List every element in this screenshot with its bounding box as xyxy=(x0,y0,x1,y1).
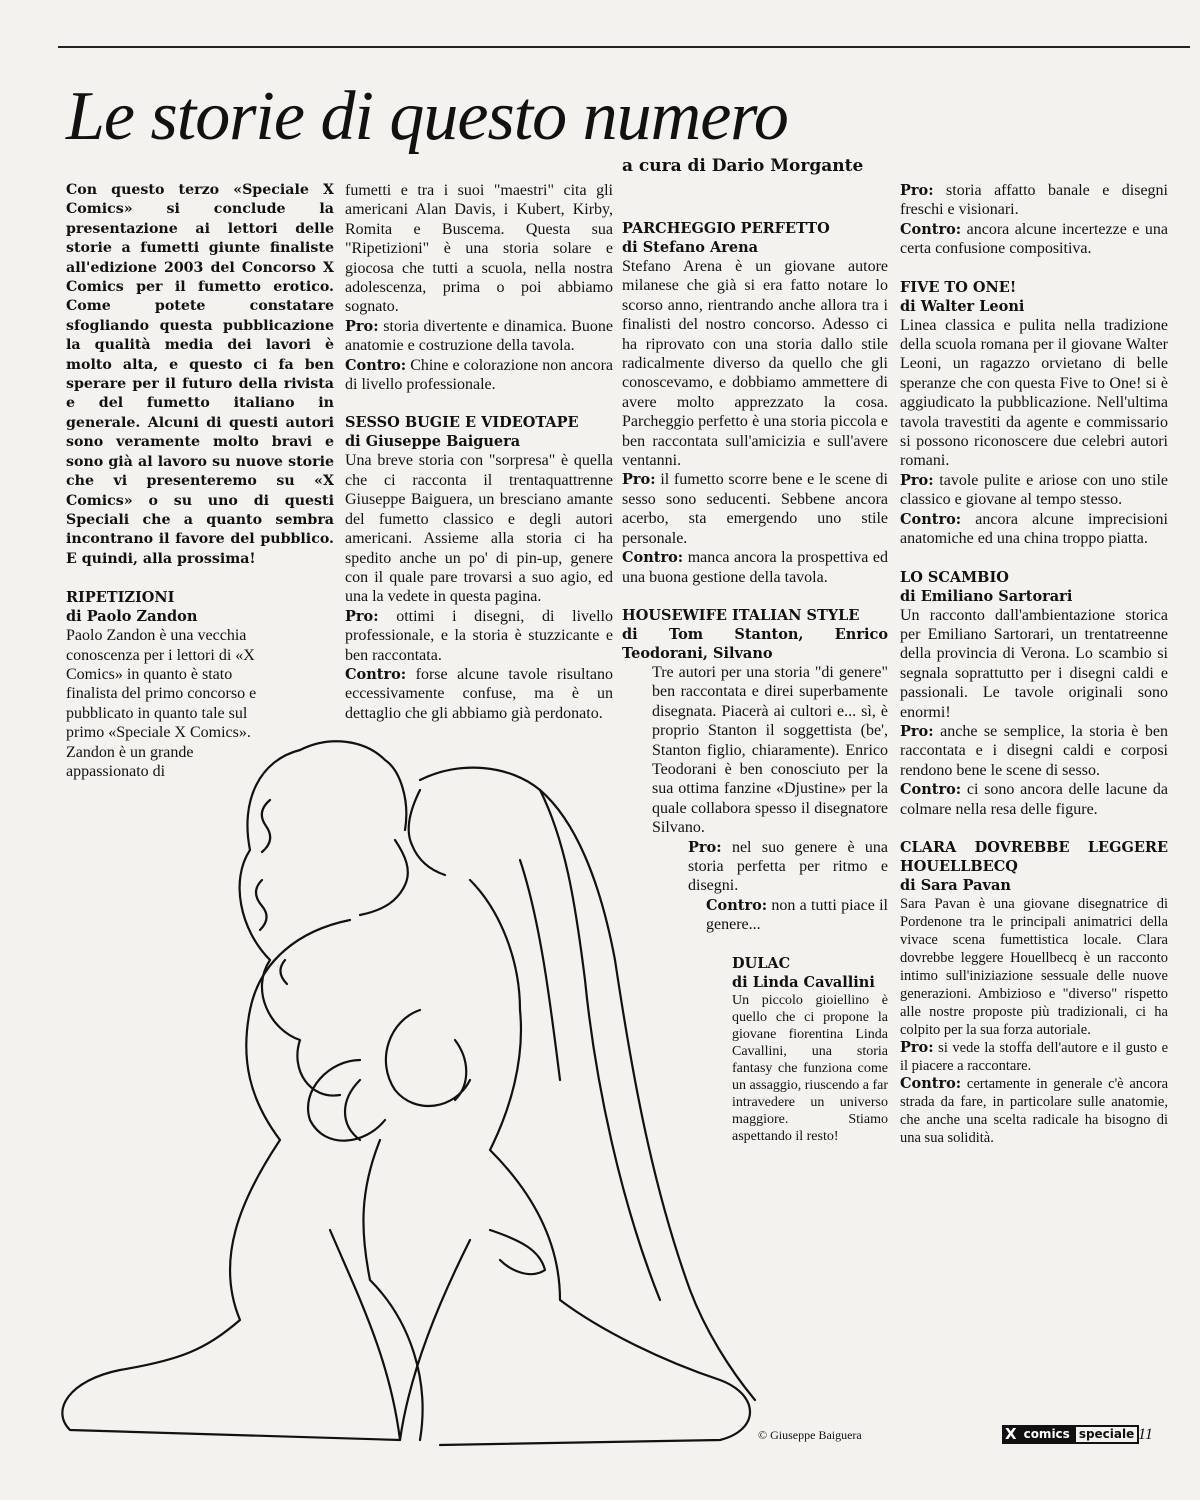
story-title: SESSO BUGIE E VIDEOTAPE xyxy=(345,414,579,432)
pro-label: Pro: xyxy=(900,471,934,489)
story-pro: si vede la stoffa dell'autore e il gusto e il piacere a raccontare. xyxy=(900,1039,1169,1074)
story-author: di Stefano Arena xyxy=(622,239,759,256)
story-contro: ci sono ancora delle lacune da colmare nella resa delle figure. xyxy=(900,781,1169,818)
logo-x: X xyxy=(1002,1425,1020,1444)
story-author: di Sara Pavan xyxy=(900,876,1011,894)
story-author: di Tom Stanton, Enrico Teodorani, Silvano xyxy=(622,625,888,662)
column-2 xyxy=(345,181,613,723)
contro-label: Contro: xyxy=(900,1074,962,1092)
pro-label: Pro: xyxy=(900,1038,934,1056)
story-pro: storia affatto banale e disegni freschi e visionari. xyxy=(900,182,1168,219)
curator-byline: a cura di Dario Morgante xyxy=(622,156,864,176)
pro-label: Pro: xyxy=(900,722,934,740)
story-pro: nel suo genere è una storia perfetta per ritmo e disegni. xyxy=(688,838,889,895)
story-body: Paolo Zandon è una vecchia conoscenza per i lettori di «X Comics» in quanto è stato finalista del primo concorso e pubblicato in quanto tale sul primo «Speciale X Comics». Zandon è un grande appassionato di xyxy=(66,627,257,780)
contro-label: Contro: xyxy=(900,220,962,238)
page-number: 11 xyxy=(1138,1426,1153,1443)
story-contro: manca ancora la prospettiva ed una buona gestione della tavola. xyxy=(622,549,889,586)
logo-comics: comics xyxy=(1020,1425,1074,1444)
story-contro: non a tutti piace il genere... xyxy=(706,896,889,934)
story-body: Sara Pavan è una giovane disegnatrice di Pordenone tra le principali animatrici della vivace scena fumettistica locale. Clara dovrebbe leggere Houellbecq è un racconto intimo sull'iniziazione sessuale delle nuove generazioni. Ambizioso e "diverso" rispetto alle nostre proposte più tradizionali, ci ha colpito per la sua forza autoriale. xyxy=(900,895,1168,1038)
story-pro: anche se semplice, la storia è ben raccontata e i disegni caldi e corposi rendono bene le scene di sesso. xyxy=(900,722,1169,779)
story-author: di Paolo Zandon xyxy=(66,608,198,626)
story-body: Un piccolo gioiellino è quello che ci propone la giovane fiorentina Linda Cavallini, una storia fantasy che funziona come un assaggio, riuscendo a far intravedere un universo maggiore. Stiamo aspettando il resto! xyxy=(732,992,888,1144)
story-author: di Emiliano Sartorari xyxy=(900,587,1073,605)
column-4 xyxy=(900,181,1168,1147)
story-body: Tre autori per una storia "di genere" ben raccontata e direi superbamente disegnata. Piacerà ai cultori e... sì, è proprio Stanton il soggettista (be', Stanton figlio, chiaramente). Enrico Teodorani è ben conosciuto per la sua ottima fanzine «Djustine» per la quale collabora spesso il disegnatore Silvano. xyxy=(652,663,888,837)
story-contro: certamente in generale c'è ancora strada da fare, in particolare sulle anatomie, che anche una scelta radicale ha bisogno di una sua solidità. xyxy=(900,1075,1169,1146)
story-contro: forse alcune tavole risultano eccessivamente confuse, ma è un dettaglio che gli abbiamo già perdonato. xyxy=(345,665,613,722)
story-title: HOUSEWIFE ITALIAN STYLE xyxy=(622,606,860,624)
story-contro: ancora alcune imprecisioni anatomiche ed una china troppo piatta. xyxy=(900,510,1168,548)
intro-paragraph: Con questo terzo «Speciale X Comics» si conclude la presentazione ai lettori delle storie a fumetti giunte finaliste all'edizione 2003 del Concorso X Comics per il fumetto erotico. Come potete constatare sfogliando questa pubblicazione la qualità media dei lavori è molto alta, e questo ci fa ben sperare per il futuro della rivista e del fumetto italiano in generale. Alcuni di questi autori sono veramente molto bravi e sono già al lavoro su nuove storie che vi presenteremo su «X Comics» o su uno di questi Speciali che a quanto sembra incontrano il favore del pubblico. E quindi, alla prossima! xyxy=(66,182,334,567)
story-pro: il fumetto scorre bene e le scene di sesso sono seducenti. Sebbene ancora acerbo, sta emergendo uno stile personale. xyxy=(622,471,888,547)
story-body: Una breve storia con "sorpresa" è quella che ci racconta il trentaquattrenne Giuseppe Baiguera, un bresciano amante del fumetto classico e degli autori americani. Assieme alla storia ci ha spedito anche un po' di pin-up, genere con il quale pare trovarsi a suo agio, ed una la vedete in questa pagina. xyxy=(345,452,613,606)
contro-label: Contro: xyxy=(622,549,684,567)
contro-label: Contro: xyxy=(900,781,962,799)
contro-label: Contro: xyxy=(345,665,407,683)
story-title: CLARA DOVREBBE LEGGERE HOUELLBECQ xyxy=(900,838,1168,875)
page-title: Le storie di questo numero xyxy=(66,78,788,155)
dulac-block xyxy=(732,954,888,1145)
contro-label: Contro: xyxy=(900,510,962,528)
story-author: di Giuseppe Baiguera xyxy=(345,433,521,451)
story-pro: ottimi i disegni, di livello professionale, e la storia è stuzzicante e ben raccontata. xyxy=(345,607,613,664)
illustration-credit: © Giuseppe Baiguera xyxy=(758,1428,862,1442)
story-author: di Linda Cavallini xyxy=(732,973,875,991)
story-title: RIPETIZIONI xyxy=(66,589,175,607)
pro-label: Pro: xyxy=(688,838,722,856)
pro-label: Pro: xyxy=(900,182,934,199)
pro-label: Pro: xyxy=(345,317,379,335)
pro-label: Pro: xyxy=(622,471,656,489)
story-body: Linea classica e pulita nella tradizione della scuola romana per il giovane Walter Leoni, un ragazzo orvietano di belle speranze che con questa Five to One! si è aggiudicato la pubblicazione. Nell'ultima tavola travestiti da agente e commissario si possono riconoscere due celebri autori romani. xyxy=(900,316,1168,470)
story-pro: tavole pulite e ariose con uno stile classico e giovane al tempo stesso. xyxy=(900,471,1168,509)
story-title: PARCHEGGIO PERFETTO xyxy=(622,220,830,237)
story-title: LO SCAMBIO xyxy=(900,568,1009,586)
column-1 xyxy=(66,181,334,781)
story-author: di Walter Leoni xyxy=(900,297,1025,315)
story-body-continued: fumetti e tra i suoi "maestri" cita gli americani Alan Davis, i Kubert, Kirby, Romita e Buscema. Questa sua "Ripetizioni" è una storia solare e giocosa che tutti a scuola, nella nostra adolescenza, prima o poi abbiamo sognato. xyxy=(345,182,613,316)
story-body: Stefano Arena è un giovane autore milanese che già si era fatto notare lo scorso anno, rientrando anche allora tra i finalisti del nostro concorso. Adesso ci ha riprovato con una storia dallo stile radicalmente diverso da quello che gli conoscevamo, e dobbiamo ammettere di avere molto apprezzato la cosa. Parcheggio perfetto è una storia piccola e ben raccontata sull'amicizia e sull'avere ventanni. xyxy=(622,258,888,470)
pro-label: Pro: xyxy=(345,607,379,625)
logo-speciale: speciale xyxy=(1074,1425,1139,1444)
story-contro: ancora alcune incertezze e una certa confusione compositiva. xyxy=(900,220,1169,258)
story-contro: Chine e colorazione non ancora di livello professionale. xyxy=(345,356,614,394)
story-pro: storia divertente e dinamica. Buone anatomie e costruzione della tavola. xyxy=(345,317,614,355)
story-title: DULAC xyxy=(732,954,791,972)
contro-label: Contro: xyxy=(706,896,768,914)
story-body: Un racconto dall'ambientazione storica per Emiliano Sartorari, un trentatreenne della provincia di Verona. Lo scambio si segnala soprattutto per i disegni caldi e passionali. Le tavole originali sono enormi! xyxy=(900,606,1168,721)
contro-label: Contro: xyxy=(345,356,407,374)
story-title: FIVE TO ONE! xyxy=(900,278,1017,296)
xcomics-speciale-logo xyxy=(1002,1425,1139,1444)
column-3 xyxy=(622,200,888,1145)
